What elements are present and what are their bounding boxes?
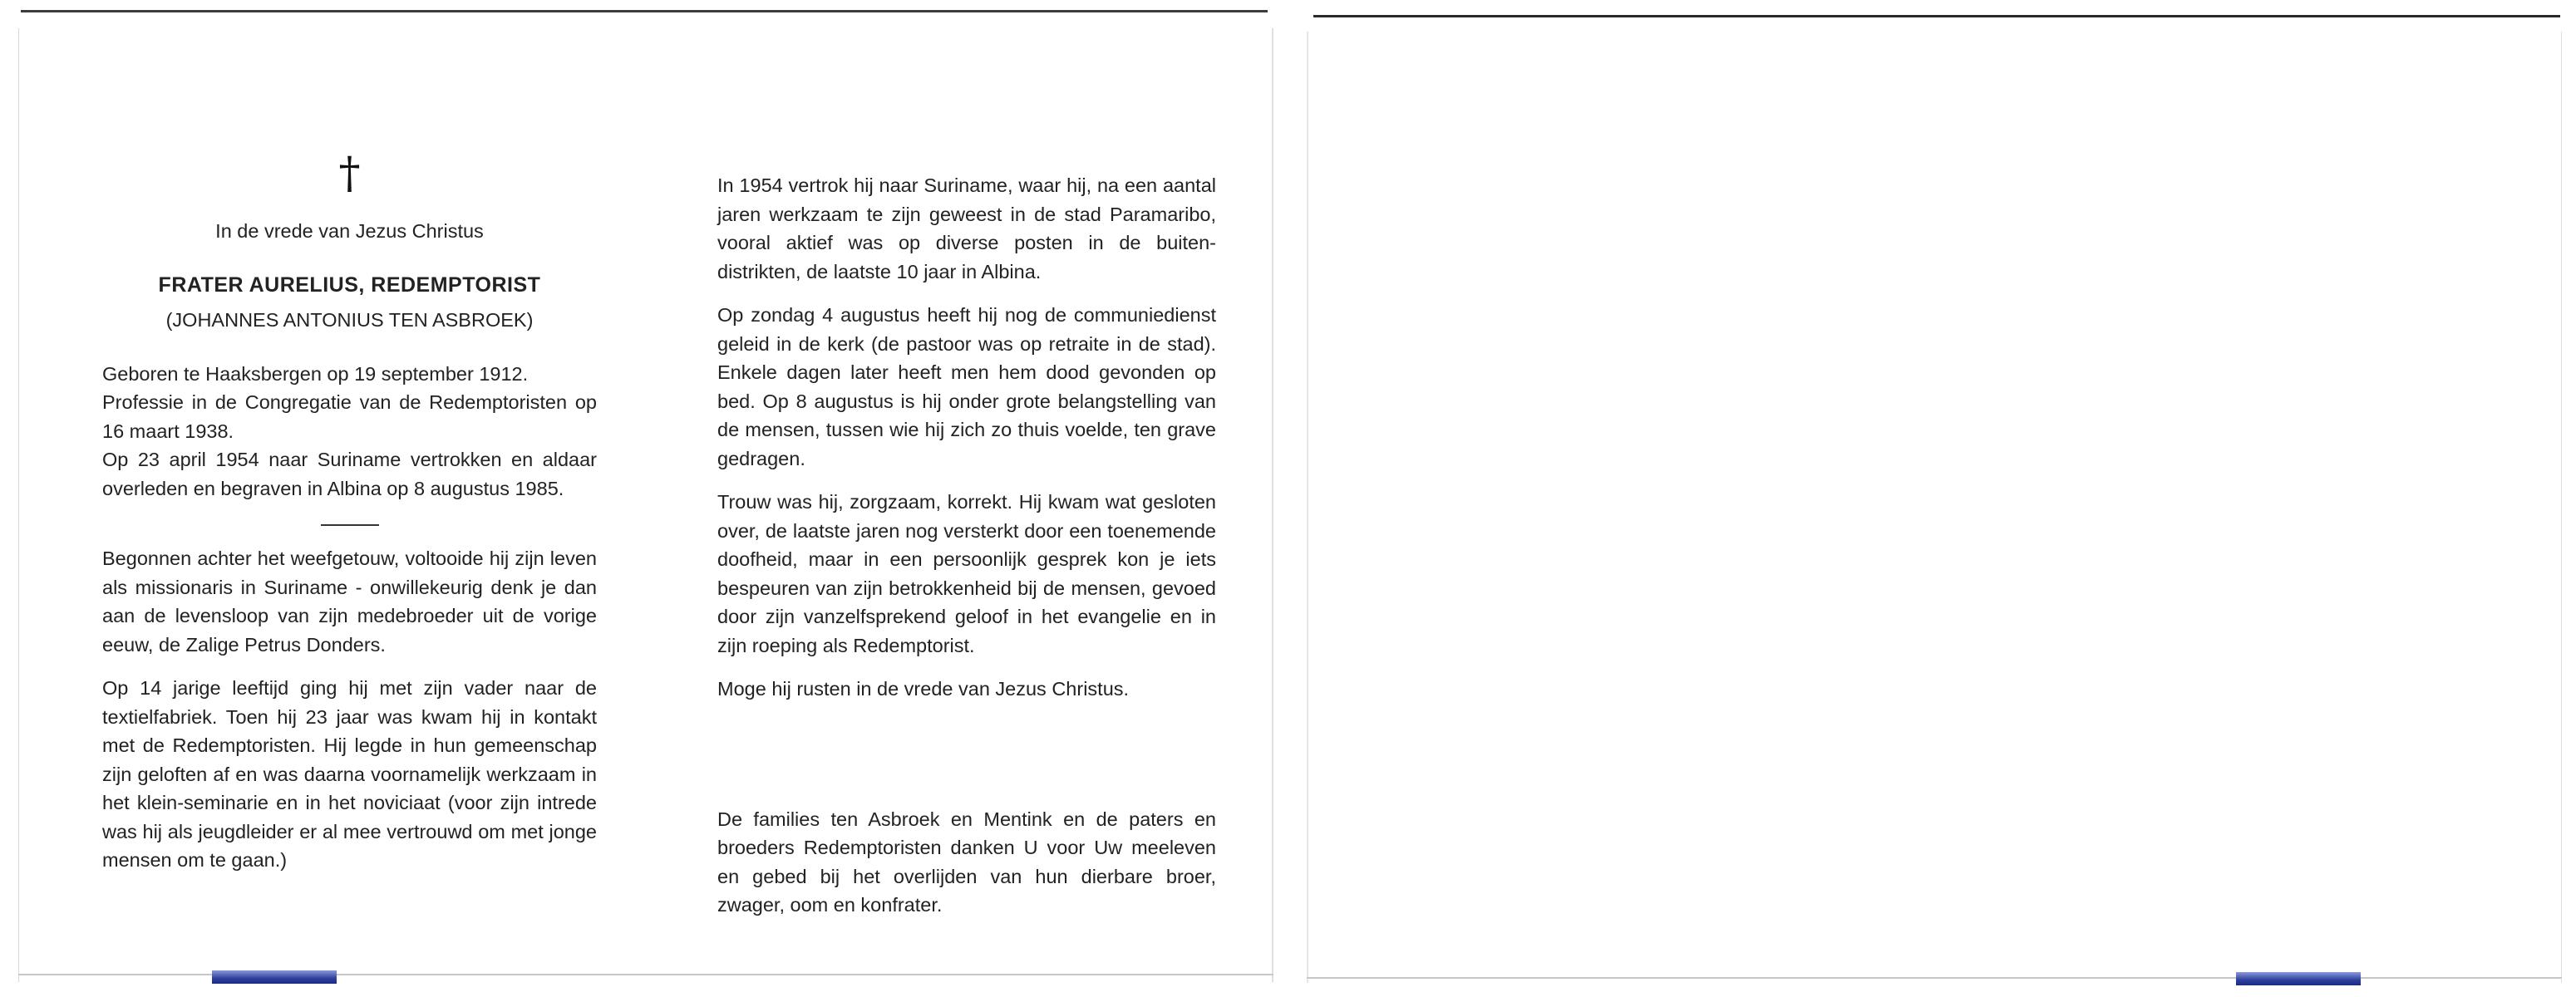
column-left: [102, 149, 597, 890]
paragraph-early-life: Begonnen achter het weefgetouw, voltooide hij zijn leven als missionaris in Suriname - onwillekeurig denk je dan aan de levensloop van zijn medebroeder uit de vorige eeuw, de Zalige Petrus Donders.: [102, 548, 597, 656]
card-blank-panel: [1307, 32, 2562, 983]
bottom-edge-right: [1307, 977, 2562, 979]
blue-edge-mark-right: [2236, 972, 2361, 985]
civil-name: (JOHANNES ANTONIUS TEN ASBROEK): [165, 309, 534, 331]
paragraph-character: Trouw was hij, zorgzaam, korrekt. Hij kwam wat gesloten over, de laatste jaren nog versterkt door een toenemende doofheid, maar in een persoonlijk gesprek kon je iets bespeuren van zijn betrokkenheid bij de mensen, gevoed door zijn vanzelfsprekend geloof in het evangelie en in zijn roeping als Redemptorist.: [717, 491, 1216, 656]
card-inner-left-panel: [18, 28, 1273, 982]
scan-edge-line-left: [21, 10, 1268, 12]
bio-line-profession: Professie in de Congregatie van de Redemptoristen op 16 maart 1938.: [102, 391, 597, 442]
motto: In de vrede van Jezus Christus: [215, 220, 484, 242]
closing-thanks: De families ten Asbroek en Mentink en de paters en broeders Redemptoristen danken U voor Uw meeleven en gebed bij het overlijden van hun dierbare broer, zwager, oom en konfrater.: [717, 808, 1216, 916]
bio-line-death: Op 23 april 1954 naar Suriname vertrokken en aldaar overleden en begraven in Albina op 8 augustus 1985.: [102, 449, 597, 499]
divider: [321, 524, 379, 526]
deceased-name: FRATER AURELIUS, REDEMPTORIST: [158, 273, 541, 297]
bottom-edge-left: [18, 974, 1273, 975]
scan-edge-line-right: [1313, 15, 2560, 17]
paragraph-prayer: Moge hij rusten in de vrede van Jezus Christus.: [717, 678, 1130, 700]
bio-block: [102, 360, 597, 503]
paragraph-youth: Op 14 jarige leeftijd ging hij met zijn vader naar de textielfabriek. Toen hij 23 jaar was kwam hij in kontakt met de Redemptoristen. Hij legde in hun gemeenschap zijn geloften af en was daarna voornamelijk werkzaam in het klein-seminarie en in het noviciaat (voor zijn intrede was hij als jeugdleider er al mee vertrouwd om met jonge mensen om te gaan.): [102, 677, 597, 871]
cross-icon: †: [338, 149, 361, 199]
blue-edge-mark-left: [212, 970, 337, 984]
paragraph-suriname: In 1954 vertrok hij naar Suriname, waar hij, na een aantal jaren werkzaam te zijn geweest in de stad Paramaribo, vooral aktief was op diverse posten in de buiten-distrikten, de laatste 10 jaar in Albina.: [717, 174, 1216, 282]
column-right: [717, 171, 1216, 935]
paragraph-last-days: Op zondag 4 augustus heeft hij nog de communiedienst geleid in de kerk (de pastoor was op retraite in de stad). Enkele dagen later heeft men hem dood gevonden op bed. Op 8 augustus is hij onder grote belangstelling van de mensen, tussen wie hij zich zo thuis voelde, ten grave gedragen.: [717, 304, 1216, 469]
bio-line-birth: Geboren te Haaksbergen op 19 september 1912.: [102, 362, 529, 385]
